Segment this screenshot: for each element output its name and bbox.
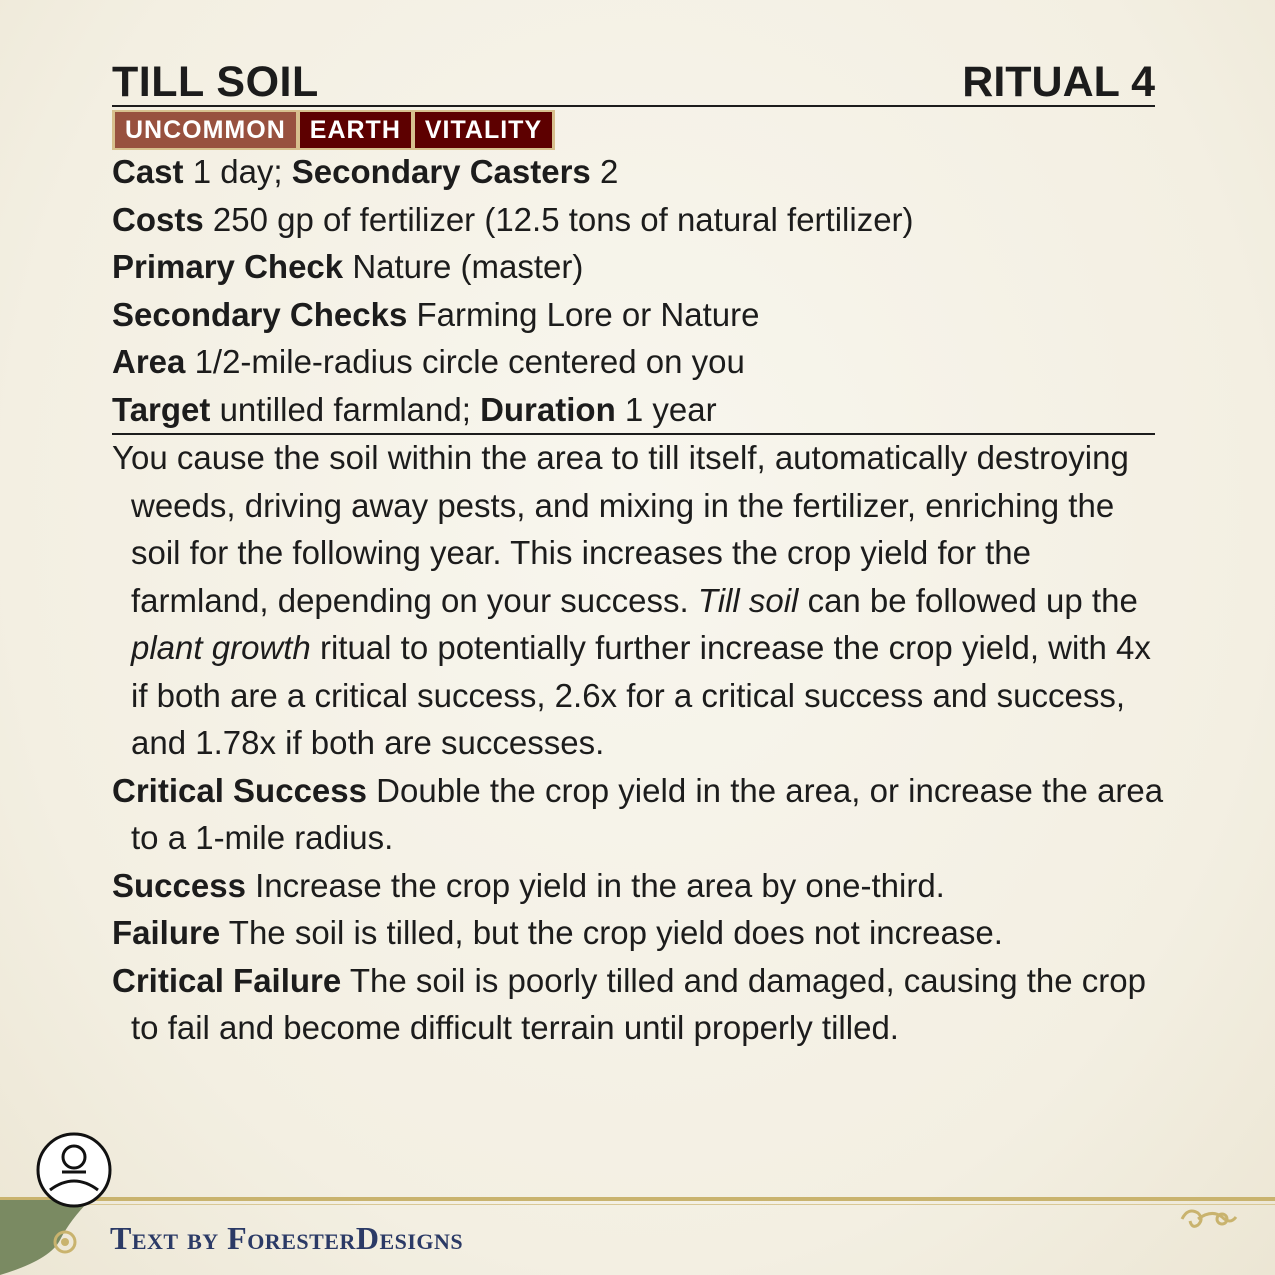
stat-costs xyxy=(112,200,914,240)
description-italic-till-soil: Till soil xyxy=(697,581,799,619)
duration-label: Duration xyxy=(480,391,616,428)
description-part3: ritual to potentially further increase the crop yield, with 4x if both are a critical success, 2.6x for a critical success and success, and 1.78x if both are successes. xyxy=(131,629,1151,761)
trait-bar xyxy=(112,110,555,150)
costs-value: 250 gp of fertilizer (12.5 tons of natural fertilizer) xyxy=(212,201,914,238)
area-value: 1/2-mile-radius circle centered on you xyxy=(194,343,745,380)
credit-text: Text by ForesterDesigns xyxy=(110,1220,464,1256)
target-label: Target xyxy=(112,391,211,428)
target-value: untilled farmland; xyxy=(219,391,471,428)
outcome-label: Critical Failure xyxy=(112,961,342,999)
duration-value: 1 year xyxy=(624,391,717,428)
page-title: TILL SOIL xyxy=(112,58,319,106)
outcome-text: Increase the crop yield in the area by one-third. xyxy=(255,866,945,904)
secondary-checks-label: Secondary Checks xyxy=(112,296,408,333)
outcome-label: Failure xyxy=(112,914,221,951)
footer-rule-thin xyxy=(0,1204,1275,1205)
outcome-text: Double the crop yield in the area, or increase the area to a 1-mile radius. xyxy=(131,771,1164,856)
primary-check-value: Nature (master) xyxy=(352,248,584,285)
outcome-failure xyxy=(112,909,1172,957)
title-row xyxy=(112,58,1155,107)
stat-primary-check xyxy=(112,247,583,287)
description-part2: can be followed up the xyxy=(807,581,1138,619)
ritual-body xyxy=(112,434,1172,1052)
trait-vitality: VITALITY xyxy=(415,112,552,148)
outcome-label: Critical Success xyxy=(112,771,367,809)
costs-label: Costs xyxy=(112,201,204,238)
stat-area xyxy=(112,342,745,382)
secondary-casters-label: Secondary Casters xyxy=(291,153,591,190)
description-italic-plant-growth: plant growth xyxy=(131,629,311,666)
description-part1: You cause the soil within the area to till itself, automatically destroying weeds, driving away pests, and mixing in the fertilizer, enriching the soil for the following year. This increases the crop yield for the farmland, depending on your success. xyxy=(112,439,1129,619)
area-label: Area xyxy=(112,343,186,380)
secondary-checks-value: Farming Lore or Nature xyxy=(416,296,760,333)
outcome-success xyxy=(112,862,1172,910)
trait-earth: EARTH xyxy=(300,112,411,148)
flourish-icon xyxy=(1178,1203,1240,1235)
outcome-critical-failure xyxy=(112,957,1172,1052)
description xyxy=(112,434,1172,767)
outcome-label: Success xyxy=(112,866,246,904)
outcome-text: The soil is poorly tilled and damaged, causing the crop to fail and become difficult terrain until properly tilled. xyxy=(131,961,1146,1046)
primary-check-label: Primary Check xyxy=(112,248,344,285)
outcome-critical-success xyxy=(112,767,1172,862)
corner-decoration xyxy=(0,1200,110,1275)
cast-label: Cast xyxy=(112,153,184,190)
outcome-text: The soil is tilled, but the crop yield does not increase. xyxy=(228,914,1003,951)
secondary-casters-value: 2 xyxy=(599,153,619,190)
trait-uncommon: UNCOMMON xyxy=(115,112,296,148)
stat-target-duration xyxy=(112,390,717,430)
ritual-level: RITUAL 4 xyxy=(962,58,1155,106)
stat-cast xyxy=(112,152,618,192)
person-circle-icon xyxy=(36,1132,112,1208)
stat-secondary-checks xyxy=(112,295,759,335)
footer-rule xyxy=(0,1197,1275,1201)
cast-value: 1 day; xyxy=(192,153,283,190)
